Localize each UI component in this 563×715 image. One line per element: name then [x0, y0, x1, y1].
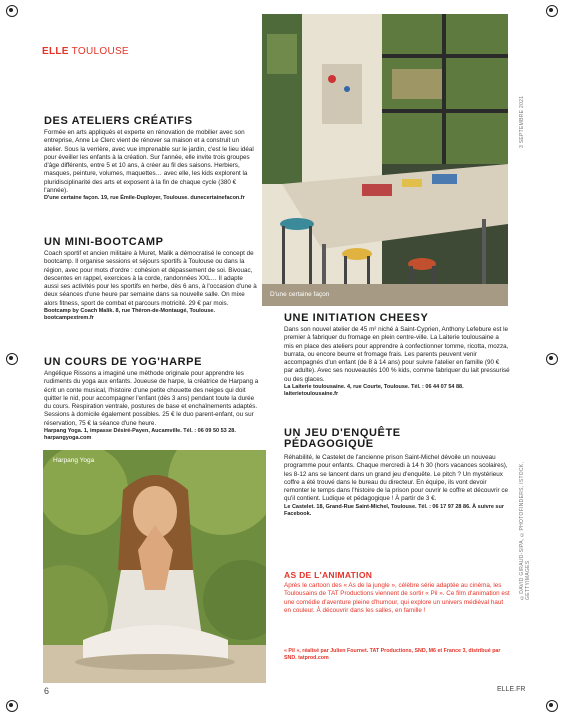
heading-enquete: UN JEU D'ENQUÊTE PÉDAGOGIQUE	[284, 427, 401, 450]
animation-body: Après le cartoon des « As de la jungle », célèbre série adaptée au cinéma, les Toulousains de TAT Productions viennent de sortir « Pil ». Ce film d'animation est une comédie d'aventure pleine d'humour, qui explore un univers médiéval haut en couleur. À découvrir dans les salles, en famille !	[284, 582, 510, 614]
registration-mark	[545, 4, 557, 16]
bootcamp-source: Bootcamp by Coach Malik. 8, rue Théron-de-Montaugé, Toulouse. bootcampextrem.fr	[44, 308, 216, 322]
atelier-photo-caption: D'une certaine façon	[270, 291, 330, 298]
bootcamp-body: Coach sportif et ancien militaire à Muret, Malik a démocratisé le concept de bootcamp. Il organise sessions et séjours sportifs à Toulouse ou dans la région, avec pour mots d'ordre : cohésion et dépassement de soi. Bivouac, descentes en rappel, exercices à la corde, randonnées XXL… Il adapte aussi ses activités pour les sportifs en herbe, dès 6 ans, à l'occasion d'une à deux séances d'une heure par semaine dans sa nouvelle salle. On mixe alors fitness, sport de combat et parcours motricité. 29 € par mois.	[44, 250, 257, 307]
yogharpe-source: Harpang Yoga. 1, impasse Désiré-Payen, Aucamville. Tél. : 06 09 50 53 28. harpangyoga.com	[44, 428, 236, 442]
atelier-illustration	[262, 14, 508, 306]
yoga-illustration	[43, 450, 266, 683]
yoga-photo-caption: Harpang Yoga	[53, 457, 95, 464]
registration-mark	[5, 352, 17, 364]
registration-mark	[5, 699, 17, 711]
animation-title: AS DE L'ANIMATION	[284, 570, 373, 580]
registration-mark	[545, 352, 557, 364]
cheesy-text	[284, 326, 510, 398]
city-label: TOULOUSE	[71, 46, 129, 57]
site-name: ELLE.FR	[497, 686, 526, 693]
enquete-text	[284, 454, 510, 518]
brand-logo: ELLE	[42, 46, 69, 57]
photo-credits: ©DAVID GIRAUD-SIPA, ©PHOTOFINDERS, ISTOCK, GETTYIMAGES	[519, 461, 531, 600]
page-number: 6	[44, 686, 50, 696]
atelier-photo	[262, 14, 508, 306]
cheesy-body: Dans son nouvel atelier de 45 m² niché à Saint-Cyprien, Anthony Lefebure est le premier à fabriquer du fromage en plein centre-ville. La Laiterie toulousaine a mis en place des ateliers pour apprendre à confectionner tomme, ricotta, mozza, burrata, ou encore beurre et fromage frais. Les parents peuvent venir accompagnés d'un enfant (de 8 à 14 ans) pour suivre l'atelier en famille (90 € par adulte). Avec ses nouveautés 100 % kids, comme fabriquer du lait pressurisé ou des glaces.	[284, 326, 510, 383]
ateliers-source: D'une certaine façon. 19, rue Émile-Duployer, Toulouse. dunecertainefacon.fr	[44, 195, 245, 202]
heading-yogharpe: UN COURS DE YOG'HARPE	[44, 356, 203, 368]
yogharpe-body: Angélique Rissons a imaginé une méthode originale pour apprendre les rudiments du yoga aux enfants. Joueuse de harpe, la créatrice de Harpang a écrit un conte musical, l'histoire d'une petite chouette des neiges qui doit quitter le nid, pour accompagner l'enfant (dès 3 ans) pendant toute la durée du cours. Respiration ventrale, postures de base et enchaînements adaptés. Sessions à domicile également possibles. 25 € le duo parent-enfant, ou sur réservation, 75 € la séance d'une heure.	[44, 370, 259, 427]
yogharpe-text	[44, 370, 259, 442]
side-date: 3 SEPTEMBRE 2021	[519, 95, 525, 148]
heading-bootcamp: UN MINI-BOOTCAMP	[44, 236, 164, 248]
yoga-photo	[43, 450, 266, 683]
section-header	[42, 46, 129, 57]
registration-mark	[545, 699, 557, 711]
ateliers-body: Formée en arts appliqués et experte en rénovation de mobilier avec son entreprise, Anne Le Clerc vient de rénover sa maison et a construit un atelier. Sous la verrière, avec vue imprenable sur le jardin, c'est le lieu idéal pour éveiller les enfants à la création. Sur l'année, elle invite trois groupes d'âge différents, entre 5 et 10 ans, à créer au fil des saisons. Herbiers, masques, peinture, volumes, maquettes… avec elle, les kids explorent la pluridisciplinarité des arts et exposent à la fin de chaque cycle (380 € l'année).	[44, 129, 254, 195]
enquete-source: Le Castelet. 18, Grand-Rue Saint-Michel, Toulouse. Tél. : 06 17 97 28 86. À suivre sur Facebook.	[284, 503, 504, 517]
bootcamp-text	[44, 250, 259, 322]
registration-mark	[5, 4, 17, 16]
cheesy-source: La Laiterie toulousaine. 4, rue Courte, Toulouse. Tél. : 06 44 07 54 88. laiterietoulousaine.fr	[284, 384, 464, 398]
animation-source: « Pil », réalisé par Julien Fournet. TAT Productions, SND, M6 et France 3, distribué par SND. tatprod.com	[284, 648, 501, 661]
ateliers-text	[44, 129, 259, 203]
heading-cheesy: UNE INITIATION CHEESY	[284, 312, 429, 324]
heading-ateliers: DES ATELIERS CRÉATIFS	[44, 115, 193, 127]
enquete-body: Réhabilité, le Castelet de l'ancienne prison Saint-Michel dévoile un nouveau programme pour enfants. Chaque mercredi à 14 h 30 (hors vacances scolaires), les 8-12 ans se lancent dans un grand jeu d'enquête. Le pitch ? Un mystérieux coffre a été trouvé dans le bureau du directeur. En équipe, ils vont devoir remonter le temps dans l'histoire de la prison pour ouvrir le coffre et découvrir ce qu'il contient. Ludique et pédagogique ! À partir de 3 €.	[284, 454, 509, 503]
